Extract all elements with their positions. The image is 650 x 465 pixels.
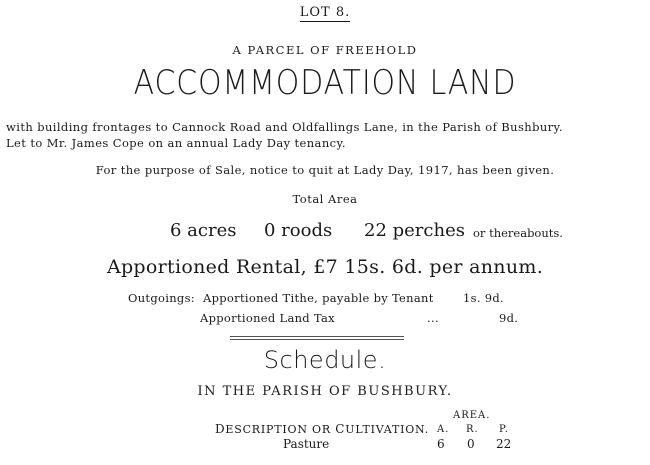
- tithe-amount: 1s. 9d.: [463, 291, 504, 305]
- headline-title: ACCOMMODATION LAND: [133, 63, 517, 103]
- area-row: [0, 222, 650, 246]
- column-p-header: P.: [499, 424, 509, 435]
- lot-number: LOT 8.: [299, 5, 351, 20]
- column-r-header: R.: [466, 424, 479, 435]
- land-tax-dots: ...: [427, 311, 439, 325]
- notice-text: For the purpose of Sale, notice to quit at Lady Day, 1917, has been given.: [95, 163, 555, 177]
- total-area-label: Total Area: [292, 192, 358, 206]
- row-description: Pasture: [283, 437, 330, 451]
- row-acres: 6: [437, 437, 445, 451]
- area-perches: 22 perches: [364, 220, 465, 241]
- area-roods: 0 roods: [264, 220, 333, 241]
- area-column-header: AREA.: [453, 410, 491, 421]
- frontages-text: with building frontages to Cannock Road and Oldfallings Lane, in the Parish of Bushbury.: [6, 120, 563, 134]
- apportioned-rental: Apportioned Rental, £7 15s. 6d. per annum.: [106, 256, 544, 278]
- area-suffix: or thereabouts.: [473, 226, 563, 240]
- description-column-header: DESCRIPTION OR CULTIVATION.: [215, 422, 430, 436]
- land-tax-amount: 9d.: [499, 311, 519, 325]
- outgoings-label: Outgoings:: [128, 291, 195, 305]
- schedule-parish: IN THE PARISH OF BUSHBURY.: [197, 384, 453, 399]
- land-tax-label: Apportioned Land Tax: [200, 311, 335, 325]
- schedule-title: Schedule.: [263, 346, 387, 374]
- tithe-label: Apportioned Tithe, payable by Tenant: [203, 291, 434, 305]
- tenancy-text: Let to Mr. James Cope on an annual Lady Day tenancy.: [6, 136, 346, 150]
- column-a-header: A.: [437, 424, 450, 435]
- area-acres: 6 acres: [170, 220, 237, 241]
- divider-rule-top: [230, 336, 404, 337]
- parcel-heading: A PARCEL OF FREEHOLD: [232, 43, 418, 57]
- row-roods: 0: [467, 437, 475, 451]
- divider-rule-bottom: [230, 339, 404, 340]
- row-perches: 22: [496, 437, 512, 451]
